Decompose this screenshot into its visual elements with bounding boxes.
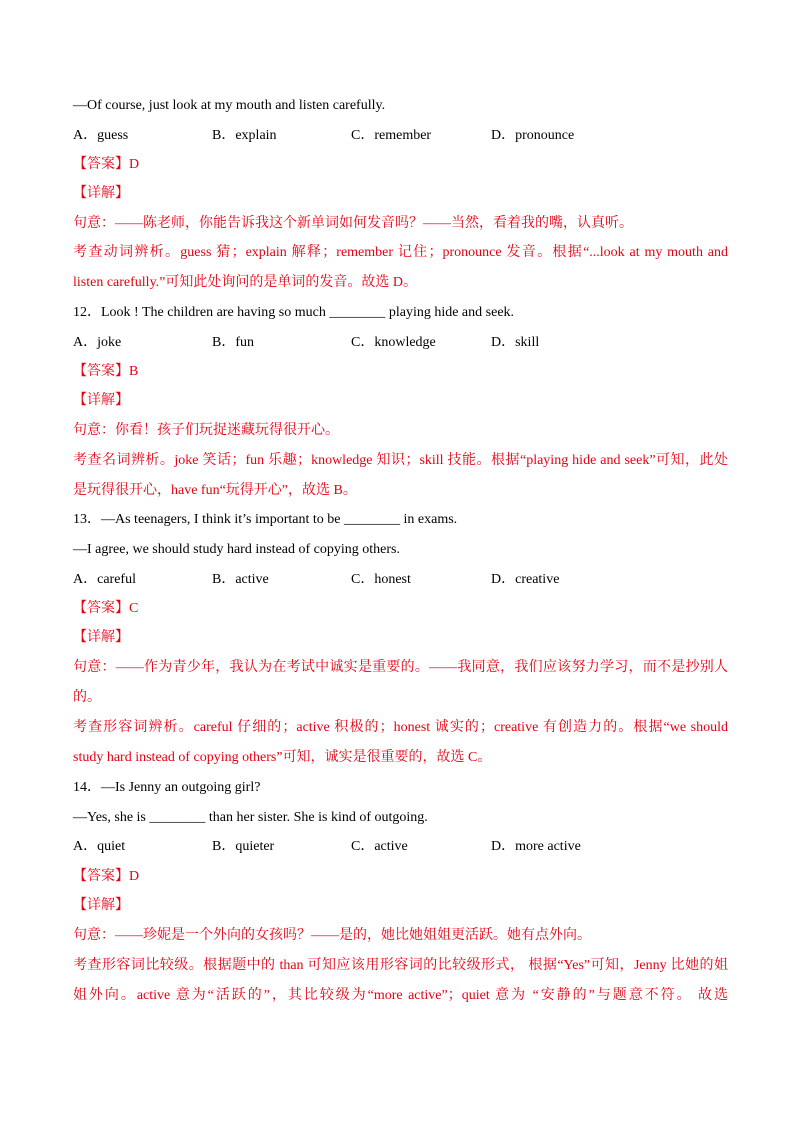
q11-option-b: B．explain — [212, 128, 277, 143]
q14-option-d: D．more active — [491, 839, 581, 854]
q12-option-a: A．joke — [73, 335, 122, 350]
q12-question: 12．Look ! The children are having so much ________ playing hide and seek. — [73, 305, 515, 320]
q13-analysis-line-1: 考查形容词辨析。careful 仔细的；active 积极的；honest 诚实的；creative 有创造力的。根据“we should — [73, 720, 728, 735]
q13-meaning-line-2: 的。 — [73, 690, 101, 705]
q14-detail-label: 【详解】 — [73, 898, 129, 913]
q11-option-d: D．pronounce — [491, 128, 575, 143]
q13-dialog-b: —I agree, we should study hard instead of copying others. — [73, 542, 400, 557]
q13-meaning-line-1: 句意：——作为青少年，我认为在考试中诚实是重要的。——我同意，我们应该努力学习，而不是抄别人 — [73, 660, 728, 675]
q13-detail-label: 【详解】 — [73, 630, 129, 645]
q12-meaning: 句意：你看！孩子们玩捉迷藏玩得很开心。 — [73, 423, 339, 438]
q13-option-b: B．active — [212, 572, 269, 587]
q13-option-a: A．careful — [73, 572, 136, 587]
q14-option-b: B．quieter — [212, 839, 275, 854]
q12-option-b: B．fun — [212, 335, 254, 350]
q11-detail-label: 【详解】 — [73, 186, 129, 201]
q13-answer: 【答案】C — [73, 601, 139, 616]
q12-answer: 【答案】B — [73, 364, 139, 379]
q11-option-a: A．guess — [73, 128, 129, 143]
q11-dialog-b: —Of course, just look at my mouth and listen carefully. — [73, 98, 386, 113]
q14-meaning: 句意：——珍妮是一个外向的女孩吗？——是的，她比她姐姐更活跃。她有点外向。 — [73, 928, 591, 943]
q11-meaning: 句意：——陈老师，你能告诉我这个新单词如何发音吗？——当然，看着我的嘴，认真听。 — [73, 216, 633, 231]
q11-analysis-line-2: listen carefully.”可知此处询问的是单词的发音。故选 D。 — [73, 275, 417, 290]
q12-analysis-line-2: 是玩得很开心，have fun“玩得开心”，故选 B。 — [73, 483, 357, 498]
q14-analysis-line-2: 姐外向。active 意为“活跃的”，其比较级为“more active”；quiet 意为 “安静的”与题意不符。 故选 — [73, 988, 728, 1003]
q14-analysis-line-1: 考查形容词比较级。根据题中的 than 可知应该用形容词的比较级形式， 根据“Yes”可知，Jenny 比她的姐 — [73, 958, 728, 973]
q12-detail-label: 【详解】 — [73, 393, 129, 408]
q12-option-c: C．knowledge — [351, 335, 436, 350]
q11-analysis-line-1: 考查动词辨析。guess 猜；explain 解释；remember 记住；pronounce 发音。根据“...look at my mouth and — [73, 245, 728, 260]
q14-option-c: C．active — [351, 839, 408, 854]
q11-option-c: C．remember — [351, 128, 432, 143]
q11-answer: 【答案】D — [73, 157, 140, 172]
q14-answer: 【答案】D — [73, 869, 140, 884]
q12-option-d: D．skill — [491, 335, 540, 350]
q14-option-a: A．quiet — [73, 839, 126, 854]
q12-analysis-line-1: 考查名词辨析。joke 笑话；fun 乐趣；knowledge 知识；skill 技能。根据“playing hide and seek”可知，此处 — [73, 453, 728, 468]
q14-dialog-b: —Yes, she is ________ than her sister. She is kind of outgoing. — [73, 810, 428, 825]
q13-option-c: C．honest — [351, 572, 411, 587]
q13-question: 13．—As teenagers, I think it’s important to be ________ in exams. — [73, 512, 458, 527]
q14-question: 14．—Is Jenny an outgoing girl? — [73, 780, 261, 795]
q13-option-d: D．creative — [491, 572, 560, 587]
q13-analysis-line-2: study hard instead of copying others”可知，诚实是很重要的，故选 C。 — [73, 750, 492, 765]
